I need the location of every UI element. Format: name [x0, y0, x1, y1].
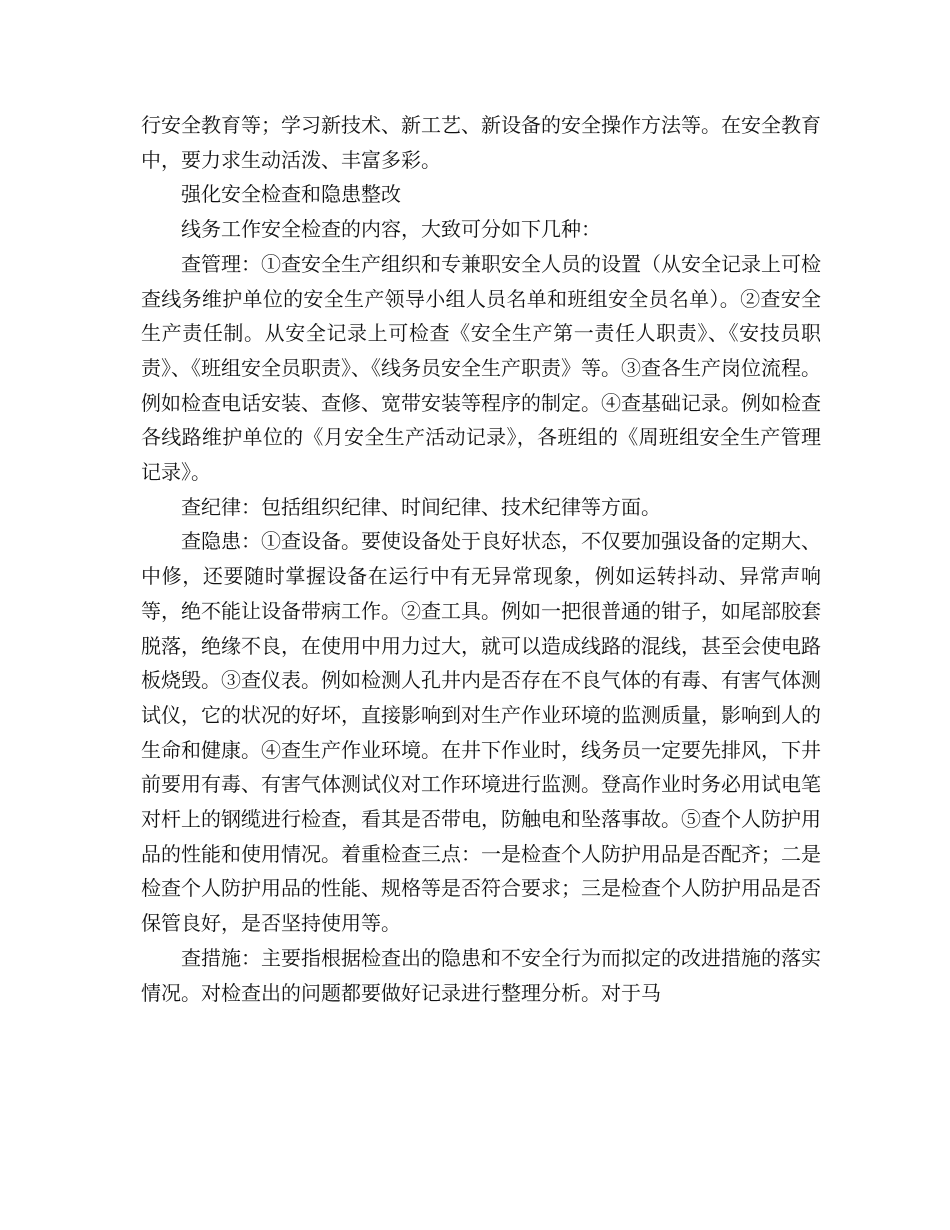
paragraph-discipline: 查纪律：包括组织纪律、时间纪律、技术纪律等方面。 — [181, 494, 661, 519]
paragraph-measures: 查措施：主要指根据检查出的隐患和不安全行为而拟定的改进措施的落实情况。对检查出的问题都要做好记录进行整理分析。对于马 — [141, 945, 821, 1005]
paragraph-continuation: 行安全教育等；学习新技术、新工艺、新设备的安全操作方法等。在安全教育中，要力求生动活泼、丰富多彩。 — [141, 113, 821, 172]
document-page — [141, 108, 821, 1010]
section-heading: 强化安全检查和隐患整改 — [181, 182, 401, 207]
paragraph-hazards: 查隐患：①查设备。要使设备处于良好状态，不仅要加强设备的定期大、中修，还要随时掌握设备在运行中有无异常现象，例如运转抖动、异常声响等，绝不能让设备带病工作。②查工具。例如一把很普通的钳子，如尾部胶套脱落，绝缘不良，在使用中用力过大，就可以造成线路的混线，甚至会使电路板烧毁。③查仪表。例如检测人孔井内是否存在不良气体的有毒、有害气体测试仪，它的状况的好坏，直接影响到对生产作业环境的监测质量，影响到人的生命和健康。④查生产作业环境。在井下作业时，线务员一定要先排风，下井前要用有毒、有害气体测试仪对工作环境进行监测。登高作业时务必用试电笔对杆上的钢缆进行检查，看其是否带电，防触电和坠落事故。⑤查个人防护用品的性能和使用情况。着重检查三点：一是检查个人防护用品是否配齐；二是检查个人防护用品的性能、规格等是否符合要求；三是检查个人防护用品是否保管良好，是否坚持使用等。 — [141, 529, 821, 936]
paragraph-intro: 线务工作安全检查的内容，大致可分如下几种： — [181, 217, 601, 242]
paragraph-management: 查管理：①查安全生产组织和专兼职安全人员的设置（从安全记录上可检查线务维护单位的安全生产领导小组人员名单和班组安全员名单）。②查安全生产责任制。从安全记录上可检查《安全生产第一责任人职责》、《安技员职责》、《班组安全员职责》、《线务员安全生产职责》等。③查各生产岗位流程。例如检查电话安装、查修、宽带安装等程序的制定。④查基础记录。例如检查各线路维护单位的《月安全生产活动记录》，各班组的《周班组安全生产管理记录》。 — [141, 251, 821, 485]
